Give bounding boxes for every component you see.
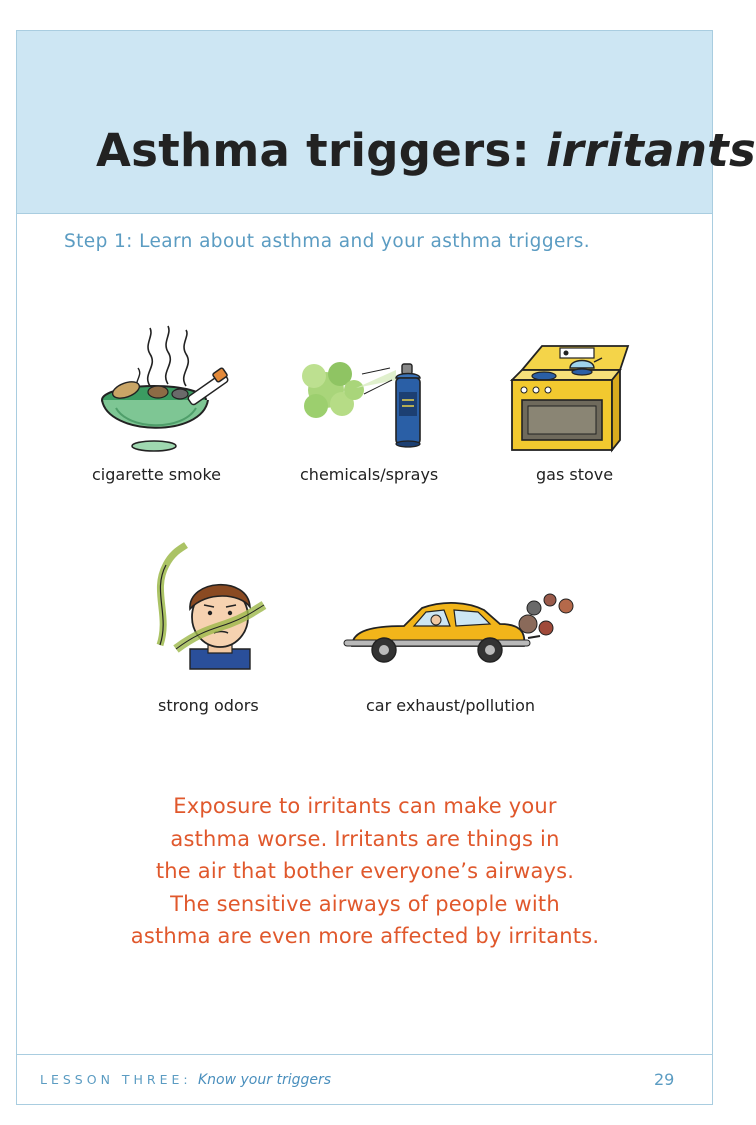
page-title-emphasis: irritants (545, 124, 756, 177)
caption-strong-odors: strong odors (158, 696, 259, 715)
paragraph-line: Exposure to irritants can make your (173, 794, 557, 818)
irritants-paragraph (90, 790, 640, 953)
caption-cigarette-smoke: cigarette smoke (92, 465, 221, 484)
footer-lesson-label: LESSON THREE: (40, 1072, 192, 1087)
car-exhaust-icon (344, 588, 588, 672)
step-heading: Step 1: Learn about asthma and your asthma triggers. (64, 231, 591, 252)
paragraph-line: asthma worse. Irritants are things in (170, 826, 560, 851)
title-band (17, 31, 712, 213)
paragraph-line: The sensitive airways of people with (170, 891, 560, 916)
caption-car-exhaust: car exhaust/pollution (366, 696, 536, 715)
paragraph-line: the air that bother everyone’s airways. (155, 859, 575, 883)
page-title-main: Asthma triggers: (96, 124, 546, 177)
page-title (96, 124, 756, 177)
gas-stove-icon (508, 340, 636, 456)
paragraph-line: asthma are even more affected by irritants. (130, 924, 600, 948)
strong-odors-icon (150, 545, 276, 669)
caption-chemicals-sprays: chemicals/sprays (300, 465, 439, 484)
page-number: 29 (654, 1070, 675, 1089)
spray-can-icon (298, 350, 430, 454)
title-divider (17, 213, 712, 214)
footer-subject: Know your triggers (198, 1072, 332, 1088)
cigarette-smoke-icon (98, 326, 238, 452)
caption-gas-stove: gas stove (536, 465, 614, 484)
footer-divider (17, 1054, 712, 1055)
